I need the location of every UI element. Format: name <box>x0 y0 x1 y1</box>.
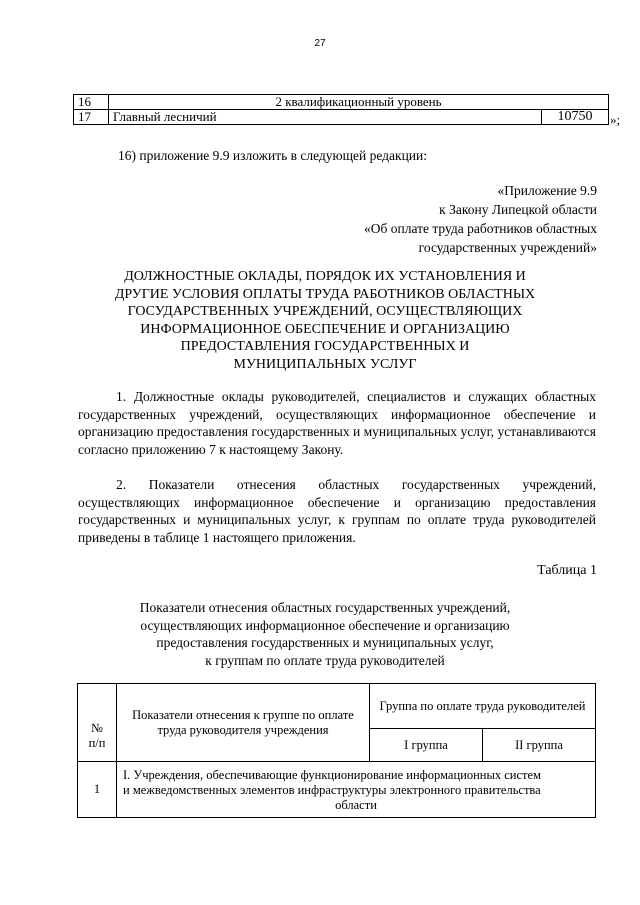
closing-quote: »; <box>610 112 621 127</box>
heading-line: МУНИЦИПАЛЬНЫХ УСЛУГ <box>233 356 417 372</box>
row-number: 16 <box>74 95 109 110</box>
table-header-row <box>78 684 596 729</box>
table-title-line: к группам по оплате труда руководителей <box>205 652 445 668</box>
table-title-line: Показатели отнесения областных государственных учреждений, <box>139 600 511 615</box>
amendment-line: 16) приложение 9.9 изложить в следующей редакции: <box>118 148 428 163</box>
appendix-line: «Об оплате труда работников областных <box>364 221 597 236</box>
header-number <box>78 684 117 762</box>
heading-line: ДРУГИЕ УСЛОВИЯ ОПЛАТЫ ТРУДА РАБОТНИКОВ ОБЛАСТНЫХ <box>114 286 536 302</box>
page-number: 27 <box>314 38 326 49</box>
table-row <box>74 110 609 125</box>
appendix-reference <box>364 181 597 257</box>
header-group: Группа по оплате труда руководителей <box>370 684 596 729</box>
table-label: Таблица 1 <box>537 563 597 578</box>
row-number: 1 <box>78 762 117 818</box>
paragraph-2: 2. Показатели отнесения областных государственных учреждений, осуществляющих информационное обеспечение и организацию предоставления государственных и муниципальных услуг, к группам по оплате труда руководителей приведены в таблице 1 настоящего приложения. <box>78 477 596 545</box>
row-text: Главный лесничий <box>109 110 542 125</box>
row-number: 17 <box>74 110 109 125</box>
appendix-line: «Приложение 9.9 <box>497 183 597 198</box>
section-line: и межведомственных элементов инфраструктуры электронного правительства <box>123 783 541 797</box>
appendix-line: государственных учреждений» <box>418 240 597 255</box>
table-title-line: осуществляющих информационное обеспечение и организацию <box>140 617 510 633</box>
paragraph-1: 1. Должностные оклады руководителей, специалистов и служащих областных государственных учреждений, осуществляющих информационное обеспечение и организацию предоставления государственных и муниципальных услуг, устанавливаются согласно приложению 7 к настоящему Закону. <box>78 389 596 457</box>
heading-line: ГОСУДАРСТВЕННЫХ УЧРЕЖДЕНИЙ, ОСУЩЕСТВЛЯЮЩИХ <box>127 304 523 319</box>
header-number-line: п/п <box>88 736 106 750</box>
section-heading <box>85 268 565 373</box>
table-row <box>74 95 609 110</box>
heading-line: ПРЕДОСТАВЛЕНИЯ ГОСУДАРСТВЕННЫХ И <box>180 339 470 354</box>
header-group-2: II группа <box>483 729 596 762</box>
row-text: 2 квалификационный уровень <box>109 95 609 110</box>
table-title <box>85 599 565 669</box>
heading-line: ИНФОРМАЦИОННОЕ ОБЕСПЕЧЕНИЕ И ОРГАНИЗАЦИЮ <box>140 321 510 337</box>
header-group-1: I группа <box>370 729 483 762</box>
table-row <box>78 762 596 818</box>
indicators-table <box>77 683 596 818</box>
appendix-line: к Закону Липецкой области <box>439 202 597 217</box>
table-title-line: предоставления государственных и муниципальных услуг, <box>156 635 494 650</box>
section-row <box>117 762 596 818</box>
header-number-line: № <box>91 721 103 735</box>
header-indicators: Показатели отнесения к группе по оплате труда руководителя учреждения <box>117 684 370 762</box>
heading-line: ДОЛЖНОСТНЫЕ ОКЛАДЫ, ПОРЯДОК ИХ УСТАНОВЛЕНИЯ И <box>124 269 526 284</box>
salary-table-fragment <box>73 94 609 125</box>
section-line: I. Учреждения, обеспечивающие функционирование информационных систем <box>123 768 541 782</box>
row-value: 10750 <box>542 110 609 125</box>
section-line: области <box>335 798 377 812</box>
